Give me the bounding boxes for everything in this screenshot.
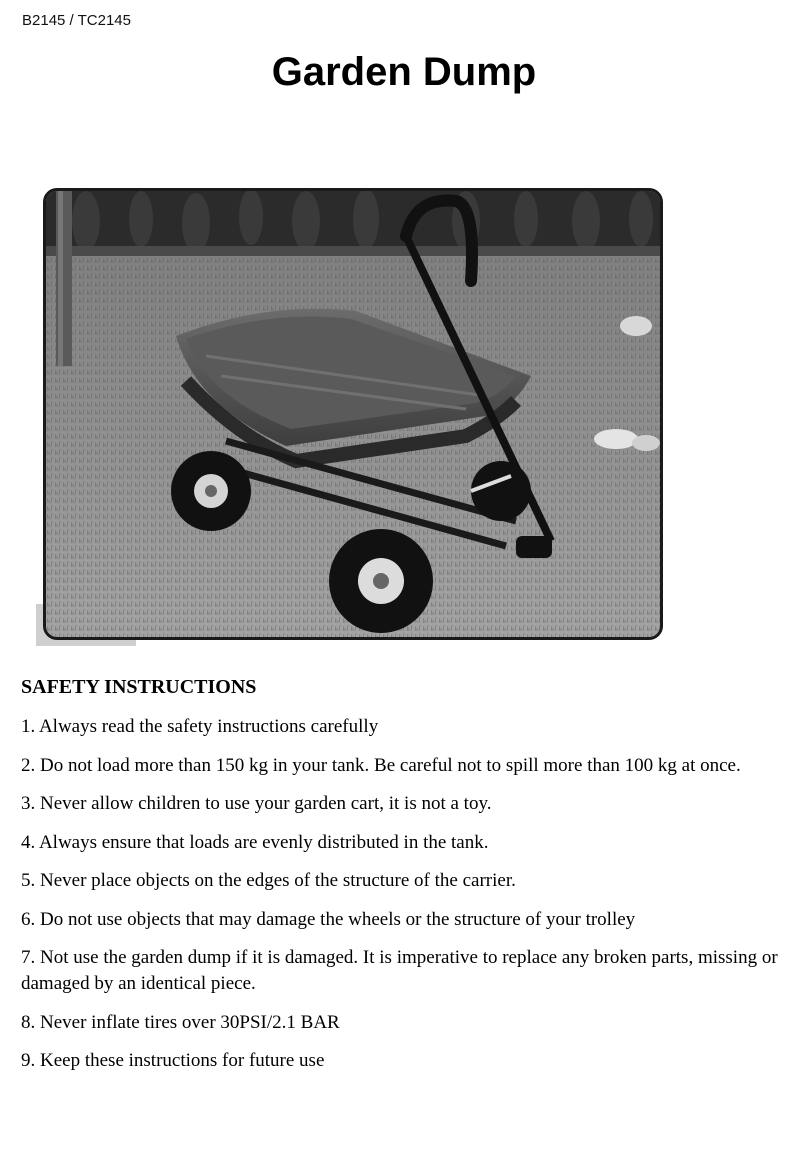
instruction-item: 2. Do not load more than 150 kg in your tank. Be careful not to spill more than 100 kg at once.: [21, 754, 741, 776]
safety-heading: SAFETY INSTRUCTIONS: [21, 676, 257, 698]
page-title: Garden Dump: [271, 50, 537, 94]
safety-instructions-list: [21, 714, 796, 1087]
instruction-item: 4. Always ensure that loads are evenly distributed in the tank.: [21, 831, 489, 853]
model-code: B2145 / TC2145: [22, 12, 131, 29]
instruction-item: 3. Never allow children to use your garden cart, it is not a toy.: [21, 793, 492, 814]
garden-cart-illustration: [46, 191, 660, 637]
instruction-item: 6. Do not use objects that may damage the wheels or the structure of your trolley: [21, 908, 636, 930]
instruction-item: 5. Never place objects on the edges of the structure of the carrier.: [21, 870, 516, 891]
product-photo: [43, 188, 663, 640]
instruction-item: 7. Not use the garden dump if it is damaged. It is imperative to replace any broken parts, missing or damaged by an identical piece.: [21, 947, 778, 994]
instruction-item: 8. Never inflate tires over 30PSI/2.1 BAR: [21, 1011, 340, 1033]
instruction-item: 9. Keep these instructions for future use: [21, 1050, 325, 1071]
instruction-item: 1. Always read the safety instructions carefully: [21, 716, 379, 737]
